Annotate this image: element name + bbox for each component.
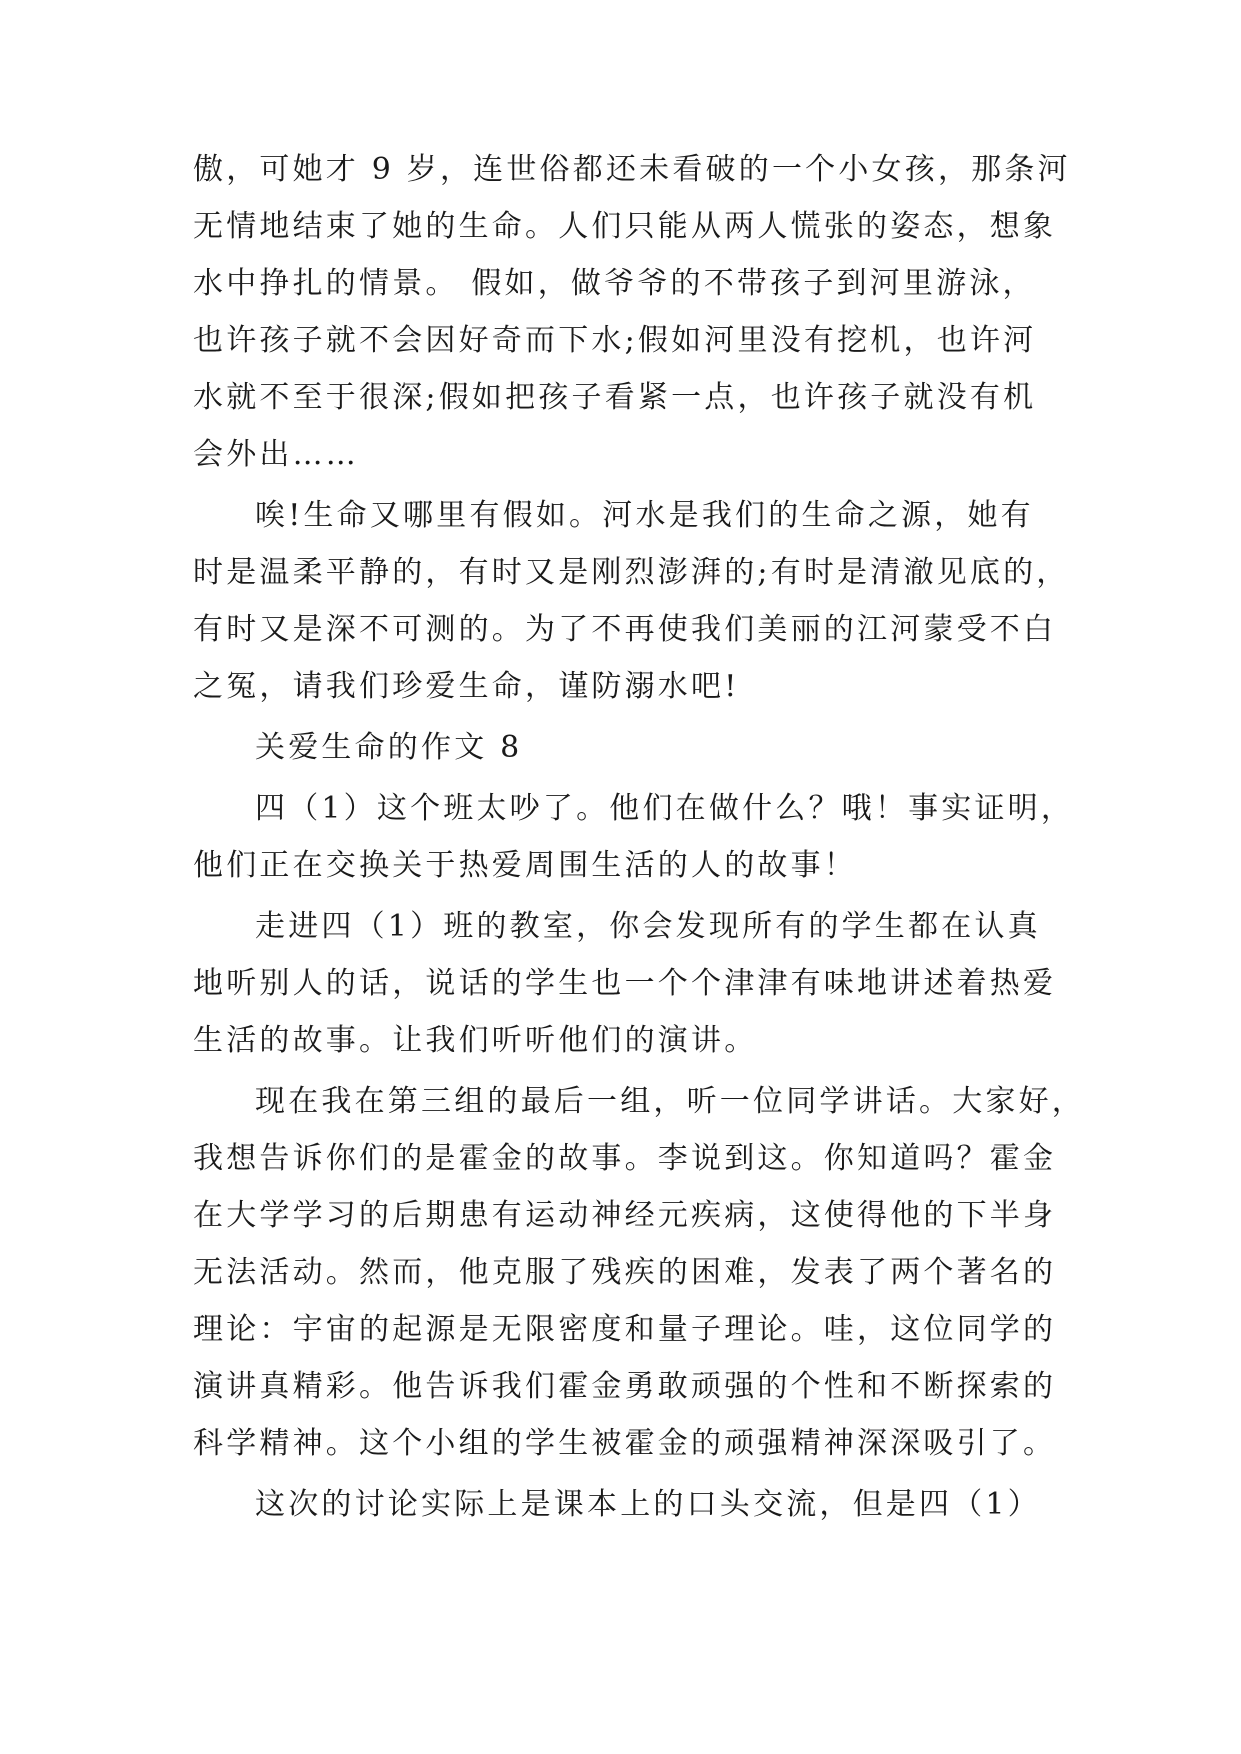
- text-line-9: 有时又是深不可测的。为了不再使我们美丽的江河蒙受不白: [193, 612, 1057, 647]
- text-line-1: 傲，可她才 9 岁，连世俗都还未看破的一个小女孩，那条河: [193, 152, 1071, 187]
- text-line-13: 他们正在交换关于热爱周围生活的人的故事！: [193, 848, 857, 883]
- text-line-14: 走进四（1）班的教室，你会发现所有的学生都在认真: [255, 909, 1041, 944]
- section-title: 关爱生命的作文 8: [255, 730, 523, 765]
- text-line-18: 我想告诉你们的是霍金的故事。李说到这。你知道吗？霍金: [193, 1141, 1057, 1176]
- text-line-4: 也许孩子就不会因好奇而下水;假如河里没有挖机，也许河: [193, 323, 1037, 358]
- text-line-15: 地听别人的话，说话的学生也一个个津津有味地讲述着热爱: [193, 966, 1057, 1001]
- text-line-23: 科学精神。这个小组的学生被霍金的顽强精神深深吸引了。: [193, 1426, 1057, 1461]
- text-line-6: 会外出……: [193, 437, 359, 472]
- text-line-2: 无情地结束了她的生命。人们只能从两人慌张的姿态，想象: [193, 209, 1057, 244]
- text-line-10: 之冤，请我们珍爱生命，谨防溺水吧!: [193, 669, 740, 704]
- text-line-21: 理论：宇宙的起源是无限密度和量子理论。哇，这位同学的: [193, 1312, 1057, 1347]
- text-line-7: 唉!生命又哪里有假如。河水是我们的生命之源，她有: [255, 498, 1034, 533]
- text-line-22: 演讲真精彩。他告诉我们霍金勇敢顽强的个性和不断探索的: [193, 1369, 1057, 1404]
- text-line-3: 水中挣扎的情景。 假如，做爷爷的不带孩子到河里游泳，: [193, 266, 1036, 301]
- text-line-5: 水就不至于很深;假如把孩子看紧一点，也许孩子就没有机: [193, 380, 1037, 415]
- text-line-12: 四（1）这个班太吵了。他们在做什么？哦！事实证明，: [255, 791, 1075, 826]
- text-line-19: 在大学学习的后期患有运动神经元疾病，这使得他的下半身: [193, 1198, 1057, 1233]
- text-line-16: 生活的故事。让我们听听他们的演讲。: [193, 1023, 758, 1058]
- text-line-20: 无法活动。然而，他克服了残疾的困难，发表了两个著名的: [193, 1255, 1057, 1290]
- text-line-17: 现在我在第三组的最后一组，听一位同学讲话。大家好，: [255, 1084, 1085, 1119]
- text-line-8: 时是温柔平静的，有时又是刚烈澎湃的;有时是清澈见底的，: [193, 555, 1070, 590]
- text-line-24: 这次的讨论实际上是课本上的口头交流，但是四（1）: [255, 1487, 1041, 1522]
